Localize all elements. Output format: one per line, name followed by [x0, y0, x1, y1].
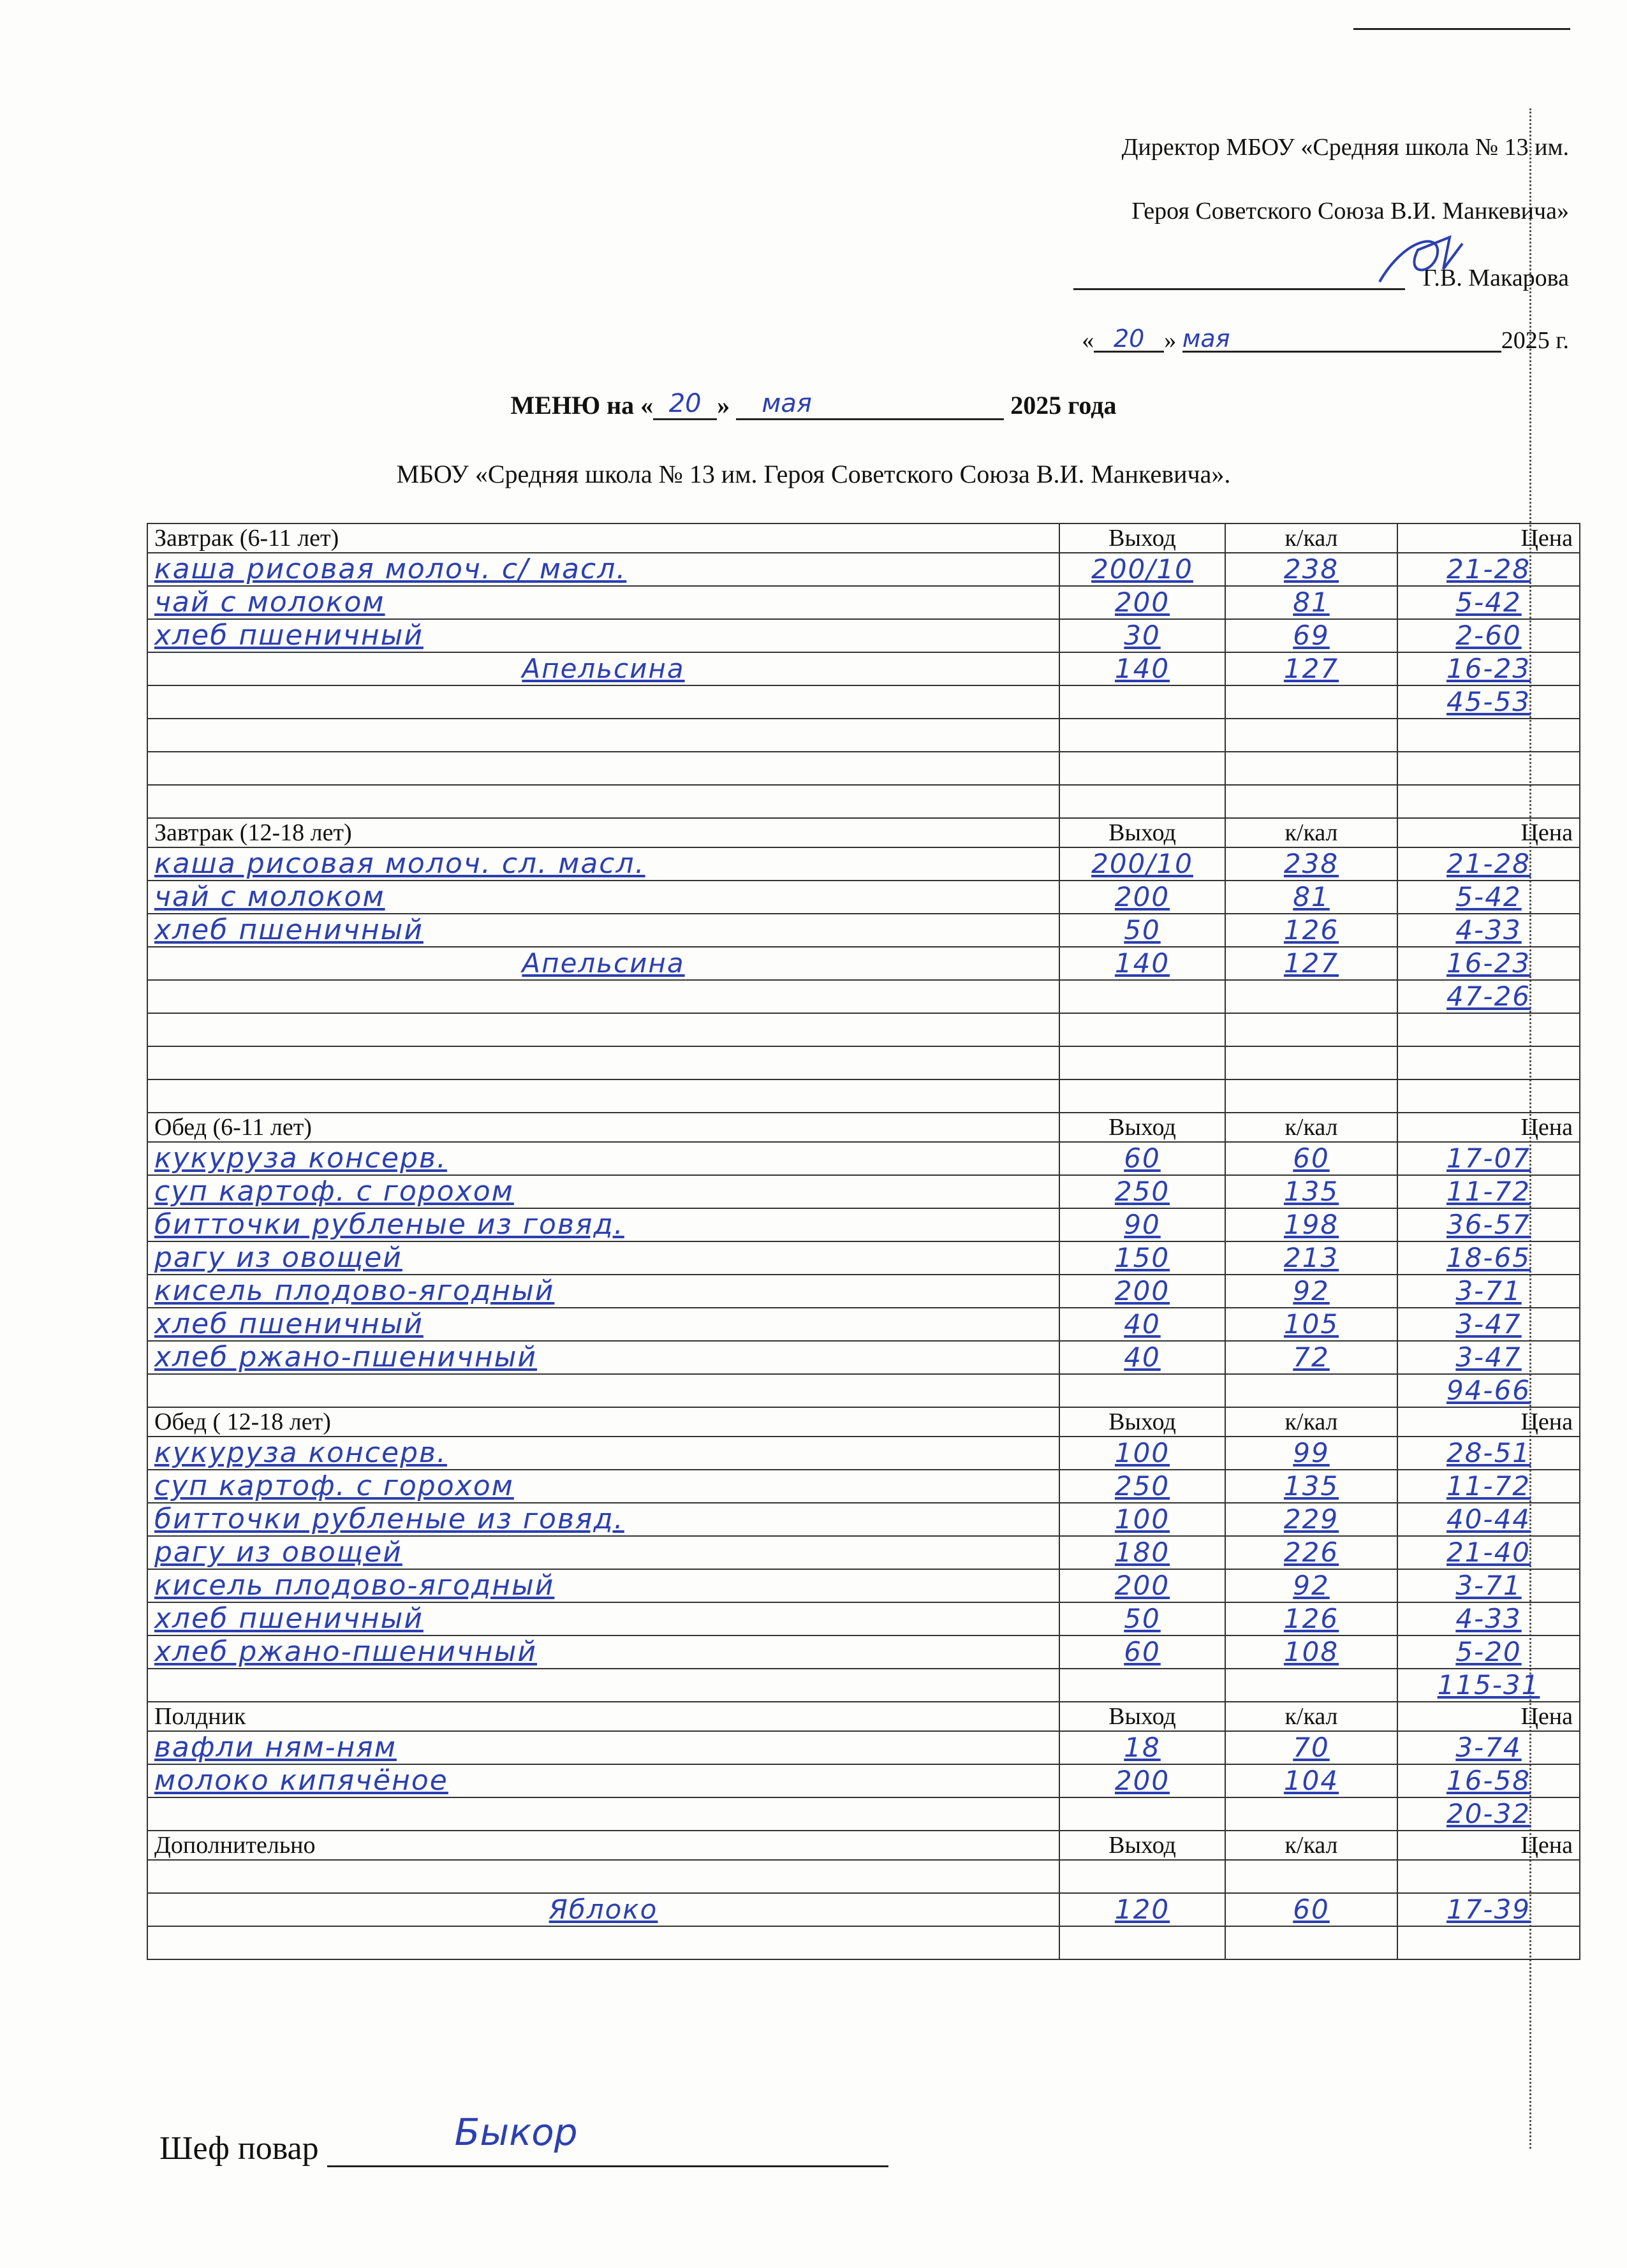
dish-output: 200/10 — [1059, 553, 1225, 586]
table-row — [147, 1437, 1580, 1470]
empty-cell — [1059, 980, 1225, 1013]
dish-kcal: 81 — [1225, 881, 1397, 914]
section-title: Завтрак (12-18 лет) — [147, 818, 1059, 847]
dish-output: 50 — [1059, 1602, 1225, 1635]
empty-cell — [1059, 1079, 1225, 1113]
dish-price: 28-51 — [1397, 1437, 1580, 1470]
top-rule — [1353, 28, 1570, 30]
section-header-row — [147, 1831, 1580, 1860]
dish-price: 21-28 — [1397, 553, 1580, 586]
total-row — [147, 1669, 1580, 1702]
table-row — [147, 1470, 1580, 1503]
empty-cell — [147, 785, 1059, 818]
empty-cell — [1225, 980, 1397, 1013]
approval-date-day: 20 — [1094, 326, 1164, 353]
dish-name: битточки рубленые из говяд. — [147, 1503, 1059, 1536]
dish-name: чай с молоком — [147, 586, 1059, 619]
director-name: Г.В. Макарова — [1422, 265, 1569, 291]
dish-name: молоко кипячёное — [147, 1764, 1059, 1797]
dish-price: 16-58 — [1397, 1764, 1580, 1797]
dish-output: 60 — [1059, 1635, 1225, 1669]
table-row — [147, 586, 1580, 619]
empty-cell — [147, 1046, 1059, 1079]
menu-table-body — [147, 523, 1580, 1959]
approval-date-month: мая — [1182, 326, 1501, 353]
dish-output: 200 — [1059, 1569, 1225, 1602]
table-row — [147, 1079, 1580, 1113]
empty-cell — [1397, 1046, 1580, 1079]
dish-output: 250 — [1059, 1175, 1225, 1208]
empty-cell — [1397, 1079, 1580, 1113]
table-row — [147, 1275, 1580, 1308]
empty-cell — [1397, 785, 1580, 818]
dish-output: 120 — [1059, 1893, 1225, 1926]
column-price-header: Цена — [1397, 523, 1580, 553]
dish-output: 140 — [1059, 652, 1225, 685]
empty-cell — [1059, 1797, 1225, 1831]
approval-line-2: Героя Советского Союза В.И. Манкевича» — [1131, 198, 1569, 224]
column-kcal-header: к/кал — [1225, 523, 1397, 553]
dish-name: суп картоф. с горохом — [147, 1470, 1059, 1503]
section-total-price: 94-66 — [1397, 1374, 1580, 1407]
dish-name: Апельсина — [147, 947, 1059, 980]
dish-price: 40-44 — [1397, 1503, 1580, 1536]
dish-price: 5-42 — [1397, 881, 1580, 914]
section-title: Дополнительно — [147, 1831, 1059, 1860]
dish-price: 16-23 — [1397, 947, 1580, 980]
column-kcal-header: к/кал — [1225, 1831, 1397, 1860]
empty-cell — [1225, 1926, 1397, 1959]
dish-kcal: 229 — [1225, 1503, 1397, 1536]
dish-price: 3-47 — [1397, 1341, 1580, 1374]
dish-price: 11-72 — [1397, 1470, 1580, 1503]
dish-output: 100 — [1059, 1437, 1225, 1470]
total-row — [147, 980, 1580, 1013]
section-header-row — [147, 1113, 1580, 1142]
school-name: МБОУ «Средняя школа № 13 им. Героя Советского Союза В.И. Манкевича». — [396, 460, 1231, 488]
section-title: Обед ( 12-18 лет) — [147, 1407, 1059, 1437]
table-row — [147, 1731, 1580, 1764]
dish-name: каша рисовая молоч. сл. масл. — [147, 847, 1059, 881]
table-row — [147, 719, 1580, 752]
empty-cell — [147, 752, 1059, 785]
dish-price: 17-07 — [1397, 1142, 1580, 1175]
dish-output: 250 — [1059, 1470, 1225, 1503]
section-title: Обед (6-11 лет) — [147, 1113, 1059, 1142]
total-row — [147, 685, 1580, 719]
empty-cell — [1059, 1926, 1225, 1959]
table-row — [147, 785, 1580, 818]
dish-price: 4-33 — [1397, 1602, 1580, 1635]
empty-cell — [147, 1669, 1059, 1702]
dish-kcal: 238 — [1225, 847, 1397, 881]
empty-cell — [1059, 1669, 1225, 1702]
section-title: Завтрак (6-11 лет) — [147, 523, 1059, 553]
column-kcal-header: к/кал — [1225, 1702, 1397, 1731]
dish-output: 200 — [1059, 586, 1225, 619]
empty-cell — [147, 685, 1059, 719]
dish-name: вафли ням-ням — [147, 1731, 1059, 1764]
approval-date-year: 2025 г. — [1501, 327, 1569, 354]
empty-cell — [1397, 719, 1580, 752]
dish-price: 3-74 — [1397, 1731, 1580, 1764]
table-row — [147, 1046, 1580, 1079]
dish-kcal: 213 — [1225, 1241, 1397, 1275]
dish-kcal: 135 — [1225, 1470, 1397, 1503]
empty-cell — [1397, 1013, 1580, 1046]
footer — [159, 2111, 888, 2167]
empty-cell — [1225, 685, 1397, 719]
dish-price: 3-71 — [1397, 1569, 1580, 1602]
table-row — [147, 1635, 1580, 1669]
dish-kcal: 126 — [1225, 914, 1397, 947]
empty-cell — [1225, 1374, 1397, 1407]
chef-signature: Быкор — [454, 2111, 578, 2154]
empty-cell — [147, 1797, 1059, 1831]
table-row — [147, 1241, 1580, 1275]
dish-price: 4-33 — [1397, 914, 1580, 947]
table-row — [147, 1926, 1580, 1959]
dish-name: хлеб ржано-пшеничный — [147, 1635, 1059, 1669]
table-row — [147, 1893, 1580, 1926]
column-output-header: Выход — [1059, 1407, 1225, 1437]
column-price-header: Цена — [1397, 1702, 1580, 1731]
dish-output: 40 — [1059, 1341, 1225, 1374]
empty-cell — [1059, 685, 1225, 719]
empty-cell — [1397, 752, 1580, 785]
dish-kcal: 60 — [1225, 1142, 1397, 1175]
empty-cell — [1225, 1860, 1397, 1893]
dish-name: хлеб пшеничный — [147, 619, 1059, 652]
section-total-price: 45-53 — [1397, 685, 1580, 719]
section-header-row — [147, 818, 1580, 847]
table-row — [147, 1308, 1580, 1341]
dish-output: 140 — [1059, 947, 1225, 980]
dish-name: кукуруза консерв. — [147, 1142, 1059, 1175]
dish-name: кисель плодово-ягодный — [147, 1569, 1059, 1602]
dish-name: хлеб пшеничный — [147, 1602, 1059, 1635]
title-mid: » — [717, 391, 730, 420]
dish-price: 2-60 — [1397, 619, 1580, 652]
dish-name: битточки рубленые из говяд. — [147, 1208, 1059, 1241]
dish-name: Апельсина — [147, 652, 1059, 685]
dish-price: 3-71 — [1397, 1275, 1580, 1308]
empty-cell — [1225, 1669, 1397, 1702]
table-row — [147, 1860, 1580, 1893]
table-row — [147, 1208, 1580, 1241]
section-title: Полдник — [147, 1702, 1059, 1731]
empty-cell — [1059, 1013, 1225, 1046]
dish-kcal: 226 — [1225, 1536, 1397, 1569]
empty-cell — [1225, 1046, 1397, 1079]
table-row — [147, 1175, 1580, 1208]
empty-cell — [147, 980, 1059, 1013]
dish-name: хлеб пшеничный — [147, 914, 1059, 947]
dish-kcal: 198 — [1225, 1208, 1397, 1241]
dish-output: 180 — [1059, 1536, 1225, 1569]
empty-cell — [1059, 752, 1225, 785]
dish-output: 200 — [1059, 1764, 1225, 1797]
dish-kcal: 238 — [1225, 553, 1397, 586]
title-month: мая — [736, 389, 1004, 420]
empty-cell — [147, 1860, 1059, 1893]
column-output-header: Выход — [1059, 523, 1225, 553]
dish-price: 17-39 — [1397, 1893, 1580, 1926]
section-header-row — [147, 1407, 1580, 1437]
dish-output: 50 — [1059, 914, 1225, 947]
column-kcal-header: к/кал — [1225, 1407, 1397, 1437]
table-row — [147, 652, 1580, 685]
table-row — [147, 914, 1580, 947]
dish-output: 100 — [1059, 1503, 1225, 1536]
table-row — [147, 1602, 1580, 1635]
empty-cell — [1059, 1046, 1225, 1079]
director-signature — [1073, 263, 1405, 290]
dish-output: 200/10 — [1059, 847, 1225, 881]
dish-name: хлеб ржано-пшеничный — [147, 1341, 1059, 1374]
dish-price: 5-20 — [1397, 1635, 1580, 1669]
dish-output: 200 — [1059, 881, 1225, 914]
empty-cell — [1225, 785, 1397, 818]
dish-kcal: 60 — [1225, 1893, 1397, 1926]
dish-price: 36-57 — [1397, 1208, 1580, 1241]
column-output-header: Выход — [1059, 1702, 1225, 1731]
dish-kcal: 104 — [1225, 1764, 1397, 1797]
table-row — [147, 1503, 1580, 1536]
section-header-row — [147, 1702, 1580, 1731]
dish-name: Яблоко — [147, 1893, 1059, 1926]
column-output-header: Выход — [1059, 1831, 1225, 1860]
title-suffix: 2025 года — [1010, 391, 1117, 420]
empty-cell — [1225, 1797, 1397, 1831]
empty-cell — [1225, 752, 1397, 785]
dish-kcal: 81 — [1225, 586, 1397, 619]
dish-kcal: 108 — [1225, 1635, 1397, 1669]
column-output-header: Выход — [1059, 1113, 1225, 1142]
title-prefix: МЕНЮ на « — [510, 391, 654, 420]
column-price-header: Цена — [1397, 1831, 1580, 1860]
page-title — [0, 389, 1627, 420]
approval-signature-line — [1073, 263, 1569, 290]
dish-price: 21-28 — [1397, 847, 1580, 881]
dish-name: каша рисовая молоч. с/ масл. — [147, 553, 1059, 586]
menu-table — [147, 523, 1580, 1960]
dish-kcal: 69 — [1225, 619, 1397, 652]
table-row — [147, 752, 1580, 785]
dish-output: 30 — [1059, 619, 1225, 652]
dish-output: 90 — [1059, 1208, 1225, 1241]
empty-cell — [147, 1926, 1059, 1959]
table-row — [147, 847, 1580, 881]
empty-cell — [1059, 1860, 1225, 1893]
dish-price: 11-72 — [1397, 1175, 1580, 1208]
empty-cell — [147, 1374, 1059, 1407]
column-output-header: Выход — [1059, 818, 1225, 847]
table-row — [147, 1569, 1580, 1602]
dish-output: 18 — [1059, 1731, 1225, 1764]
total-row — [147, 1797, 1580, 1831]
table-row — [147, 553, 1580, 586]
column-kcal-header: к/кал — [1225, 1113, 1397, 1142]
dish-price: 16-23 — [1397, 652, 1580, 685]
dish-kcal: 127 — [1225, 947, 1397, 980]
empty-cell — [1059, 1374, 1225, 1407]
director-signature-mark — [1367, 231, 1494, 288]
dish-price: 18-65 — [1397, 1241, 1580, 1275]
dish-price: 5-42 — [1397, 586, 1580, 619]
dish-kcal: 105 — [1225, 1308, 1397, 1341]
dish-kcal: 70 — [1225, 1731, 1397, 1764]
dish-output: 150 — [1059, 1241, 1225, 1275]
dish-price: 21-40 — [1397, 1536, 1580, 1569]
table-row — [147, 881, 1580, 914]
column-price-header: Цена — [1397, 818, 1580, 847]
section-total-price: 20-32 — [1397, 1797, 1580, 1831]
table-row — [147, 1013, 1580, 1046]
empty-cell — [147, 719, 1059, 752]
table-row — [147, 1764, 1580, 1797]
section-total-price: 115-31 — [1397, 1669, 1580, 1702]
dish-name: рагу из овощей — [147, 1241, 1059, 1275]
empty-cell — [1225, 1013, 1397, 1046]
dish-output: 40 — [1059, 1308, 1225, 1341]
empty-cell — [1059, 785, 1225, 818]
dish-kcal: 99 — [1225, 1437, 1397, 1470]
dish-name: суп картоф. с горохом — [147, 1175, 1059, 1208]
table-row — [147, 947, 1580, 980]
dish-kcal: 135 — [1225, 1175, 1397, 1208]
dish-kcal: 92 — [1225, 1275, 1397, 1308]
title-day: 20 — [653, 389, 717, 420]
table-row — [147, 619, 1580, 652]
dish-output: 200 — [1059, 1275, 1225, 1308]
section-total-price: 47-26 — [1397, 980, 1580, 1013]
empty-cell — [147, 1079, 1059, 1113]
empty-cell — [1397, 1860, 1580, 1893]
approval-date: « 20 » мая 2025 г. — [1082, 325, 1569, 354]
empty-cell — [1225, 1079, 1397, 1113]
column-price-header: Цена — [1397, 1113, 1580, 1142]
total-row — [147, 1374, 1580, 1407]
empty-cell — [147, 1013, 1059, 1046]
dish-kcal: 72 — [1225, 1341, 1397, 1374]
chef-signature-line — [327, 2111, 888, 2167]
dish-name: кисель плодово-ягодный — [147, 1275, 1059, 1308]
dish-kcal: 92 — [1225, 1569, 1397, 1602]
dish-output: 60 — [1059, 1142, 1225, 1175]
empty-cell — [1059, 719, 1225, 752]
dish-name: рагу из овощей — [147, 1536, 1059, 1569]
dish-name: чай с молоком — [147, 881, 1059, 914]
dish-name: кукуруза консерв. — [147, 1437, 1059, 1470]
chef-label: Шеф повар — [159, 2130, 319, 2167]
dish-name: хлеб пшеничный — [147, 1308, 1059, 1341]
table-row — [147, 1341, 1580, 1374]
dish-kcal: 127 — [1225, 652, 1397, 685]
column-kcal-header: к/кал — [1225, 818, 1397, 847]
approval-line-1: Директор МБОУ «Средняя школа № 13 им. — [1121, 134, 1569, 161]
table-row — [147, 1142, 1580, 1175]
empty-cell — [1397, 1926, 1580, 1959]
table-row — [147, 1536, 1580, 1569]
column-price-header: Цена — [1397, 1407, 1580, 1437]
dish-kcal: 126 — [1225, 1602, 1397, 1635]
empty-cell — [1225, 719, 1397, 752]
dish-price: 3-47 — [1397, 1308, 1580, 1341]
section-header-row — [147, 523, 1580, 553]
